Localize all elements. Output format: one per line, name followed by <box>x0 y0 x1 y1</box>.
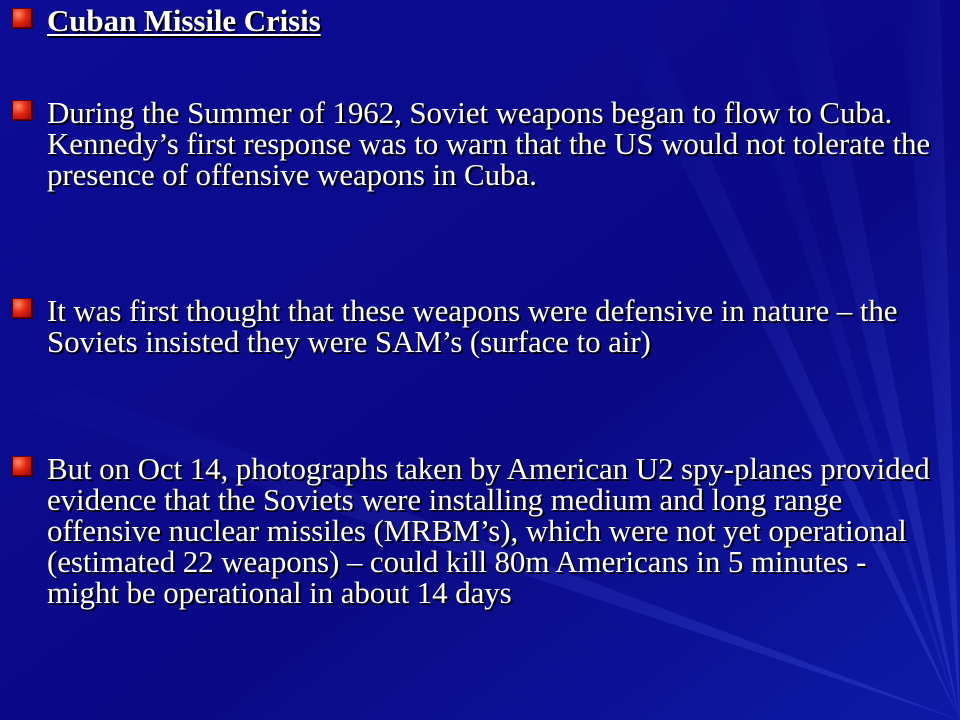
bullet-text: But on Oct 14, photographs taken by American U2 spy-planes provided evidence that the Soviets were installing medium and long range offensive nuclear missiles (MRBM’s), which were not yet operational (estimated 22 weapons) – could kill 80m Americans in 5 minutes - might be operational in about 14 days <box>47 451 930 610</box>
slide-title: Cuban Missile Crisis <box>47 3 321 38</box>
bullet-text: It was first thought that these weapons were defensive in nature – the Soviets insisted they were SAM’s (surface to air) <box>47 293 898 359</box>
bullet-icon <box>12 298 32 318</box>
bullet-icon <box>12 100 32 120</box>
bullet-icon <box>12 456 32 476</box>
bullet-text: During the Summer of 1962, Soviet weapons began to flow to Cuba. Kennedy’s first response was to warn that the US would not tolerate the presence of offensive weapons in Cuba. <box>47 95 931 192</box>
bullet-icon <box>12 8 32 28</box>
